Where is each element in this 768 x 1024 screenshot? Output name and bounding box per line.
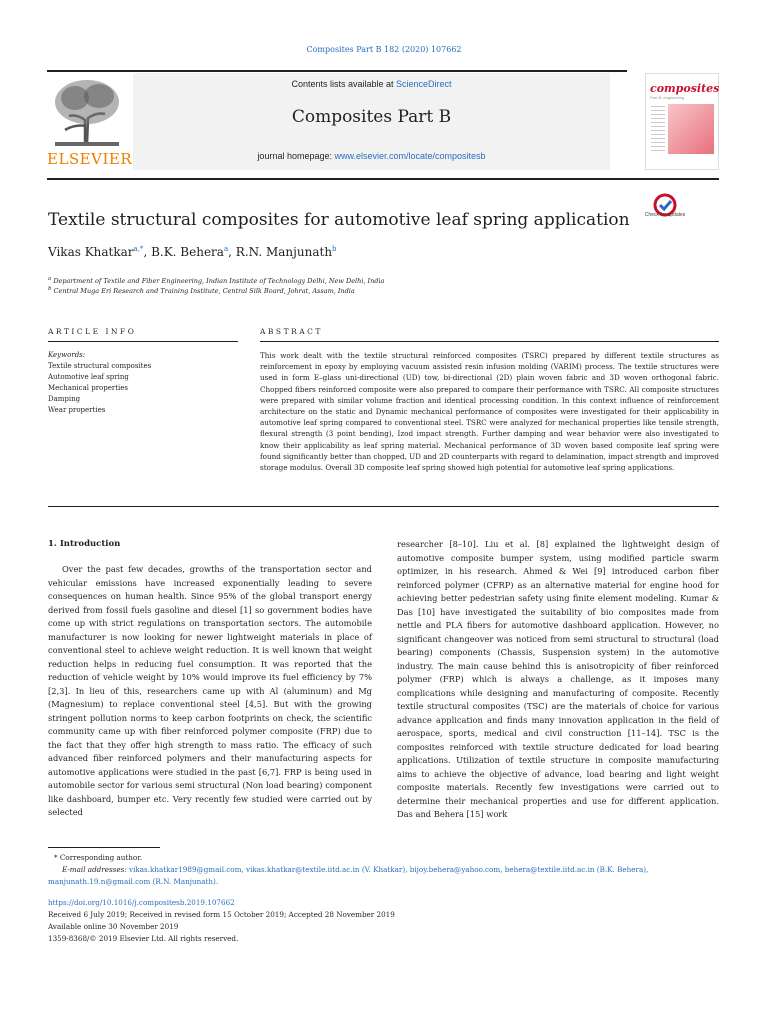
check-for-updates-icon[interactable] (647, 193, 683, 229)
author-name[interactable]: R.N. Manjunath (235, 245, 333, 259)
author-sup[interactable]: b (332, 245, 337, 253)
keyword: Mechanical properties (48, 384, 129, 392)
author-name[interactable]: B.K. Behera (151, 245, 224, 259)
email-links-cont[interactable]: manjunath.19.n@gmail.com (R.N. Manjunath). (48, 877, 219, 886)
abstract-rule (260, 341, 719, 342)
check-for-updates-label[interactable]: Check for updates (644, 212, 686, 218)
keyword: Textile structural composites (48, 362, 152, 370)
journal-homepage: journal homepage: www.elsevier.com/locate/compositesb (257, 151, 486, 161)
abstract-bottom-rule (48, 506, 719, 507)
keyword: Damping (48, 395, 81, 403)
cover-subtitle: Part B: engineering (650, 95, 685, 100)
publisher-logo-text: ELSEVIER (47, 150, 133, 168)
author-list: Vikas Khatkar$^{a,*}$, B.K. Behera$^a$, R.N. Manjunath$^b$ (48, 245, 337, 259)
keyword: Automotive leaf spring (48, 373, 129, 381)
corresponding-author-note: * Corresponding author. (54, 853, 143, 862)
doi-link[interactable]: https://doi.org/10.1016/j.compositesb.2019.107662 (48, 898, 235, 907)
cover-image (668, 104, 714, 154)
author-sup[interactable]: a (223, 245, 229, 253)
journal-cover-thumbnail (645, 73, 719, 170)
cover-text-lines (651, 106, 665, 152)
body-column-right: researcher [8–10]. Liu et al. [8] explained the lightweight design of automotive composite bumper system, using modified particle swarm optimizer, in his research. Ahmed & Wei [9] introduced carbon fiber reinforced polymer (CFRP) as an alternative material for engine hood for achieving better pedestrian safety using finite element modeling. Kumar & Das [10] have investigated the suitability of bio composites made from nettle and PLA fibers for automotive dashboard application. However, no significant changeover was noticed from semi structural to structural (load bearing) components (Chassis, Suspension system) in the automotive industry. The main cause behind this is anisotropicity of fiber reinforced polymer (FRP) which is always a challenge, as it imposes many complications while designing and manufacturing of composite. Recently textile structural composites (TSC) are the materials of choice for various advance application and finds many innovation application in the field of aerospace, sports, medical and civil construction [11–14]. TSC is the composites reinforced with textile structure dedicated for load bearing applications. Utilization of textile structure in composite manufacturing aims to achieve the objective of advance, load bearing and light weight composite materials. Recently few investigations were carried out to determine their mechanical properties and use for different application. Das and Behera [15] work (397, 539, 719, 819)
header-top-rule (47, 70, 627, 72)
affiliation: $^b$ Central Muga Eri Research and Training Institute, Central Silk Board, Johrat, Assam, India (48, 286, 355, 296)
sciencedirect-link[interactable]: ScienceDirect (396, 79, 452, 89)
affiliation: $^a$ Department of Textile and Fiber Engineering, Indian Institute of Technology Delhi, New Delhi, India (48, 276, 385, 286)
email-addresses: E-mail addresses: vikas.khatkar1989@gmail.com, vikas.khatkar@textile.iitd.ac.in (V. Khatkar), bijoy.behera@yahoo.com, behera@textile.iitd.ac.in (B.K. Behera), (62, 865, 649, 874)
abstract-text: This work dealt with the textile structural reinforced composites (TSRC) prepared by different textile structures as reinforcement in epoxy by employing vacuum assisted resin infusion molding (VARIM) process. The textile structures were used in form E–glass uni-directional (UD) tow, bi-directional (2D) plain woven fabric and 3D woven orthogonal fabric. Chopped fibers reinforced composite were also prepared to compare their performance with TSRC. All composite structures were prepared with similar volume fraction and identical processing condition. In this context influence of reinforcement architecture on the static and Dynamic mechanical performance of composites were investigated for their applicability in automotive leaf spring compared to conventional steel. TSRC were analyzed for mechanical properties like tensile strength, flexural strength (3 point bending), Izod impact strength. Further damping and wear behavior were also investigated to know their applicability as leaf spring material. Mechanical performance of 3D woven based composite leaf spring were found significantly better than chopped, UD and 2D counterparts with regard to delamination, impact strength and improved storage modulus. Overall 3D composite leaf spring showed high potential for automotive leaf spring applications. (260, 351, 719, 473)
footnote-rule (48, 847, 160, 848)
journal-citation[interactable]: Composites Part B 182 (2020) 107662 (306, 45, 462, 54)
article-title: Textile structural composites for automotive leaf spring application (48, 210, 630, 230)
homepage-link[interactable]: www.elsevier.com/locate/compositesb (334, 151, 486, 161)
received-dates: Received 6 July 2019; Received in revised form 15 October 2019; Accepted 28 November 2019 (48, 910, 395, 919)
contents-available: Contents lists available at ScienceDirect (291, 79, 452, 89)
abstract-heading: ABSTRACT (260, 327, 323, 336)
author-sup[interactable]: a,* (133, 245, 144, 253)
journal-name: Composites Part B (291, 107, 452, 127)
article-info-heading: ARTICLE INFO (48, 327, 137, 336)
article-info-rule (48, 341, 238, 342)
section-heading: 1. Introduction (48, 539, 121, 549)
copyright: 1359-8368/© 2019 Elsevier Ltd. All rights reserved. (48, 934, 239, 943)
header-bottom-rule (47, 178, 719, 180)
body-column-left: Over the past few decades, growths of the transportation sector and vehicular emissions have increased exponentially leading to severe consequences on human health. Since 95% of the global transport energy derived from fossil fuels gasoline and diesel [1] so government bodies have come up with strict regulations on transportation sectors. The automobile manufacturer is now looking for newer lightweight materials in place of conventional steel to achieve weight reduction. It is well known that weight reduction helps in reducing fuel consumption. It was reported that the reduction of vehicle weight by 10% would improve its fuel efficiency by 7% [2,3]. In lieu of this, researchers came up with Al (aluminum) and Mg (Magnesium) to replace conventional steel [4,5]. But with the growing stringent pollution norms to keep carbon footprints on check, the scientific community came up with fiber reinforced polymer composite (FRP) due to the fact that they offer high strength to mass ratio. The efficacy of such advanced fiber reinforced polymers and their manufacturing aspects for automotive applications were studied in the past [6,7]. FRP is being used in automobile sector for various semi structural (Non load bearing) component like dashboard, bumper etc. Very recently few studied were carried out by selected (48, 564, 372, 817)
available-online: Available online 30 November 2019 (48, 922, 179, 931)
keyword: Wear properties (48, 406, 106, 414)
author-name[interactable]: Vikas Khatkar (48, 245, 134, 259)
keywords-block (48, 350, 151, 416)
cover-title: composites (650, 82, 720, 95)
email-links[interactable]: vikas.khatkar1989@gmail.com, vikas.khatkar@textile.iitd.ac.in (V. Khatkar), bijoy.behera@yahoo.com, behera@textile.iitd.ac.in (B.K. Behera), (129, 865, 649, 874)
keywords-label: Keywords: (48, 351, 86, 359)
